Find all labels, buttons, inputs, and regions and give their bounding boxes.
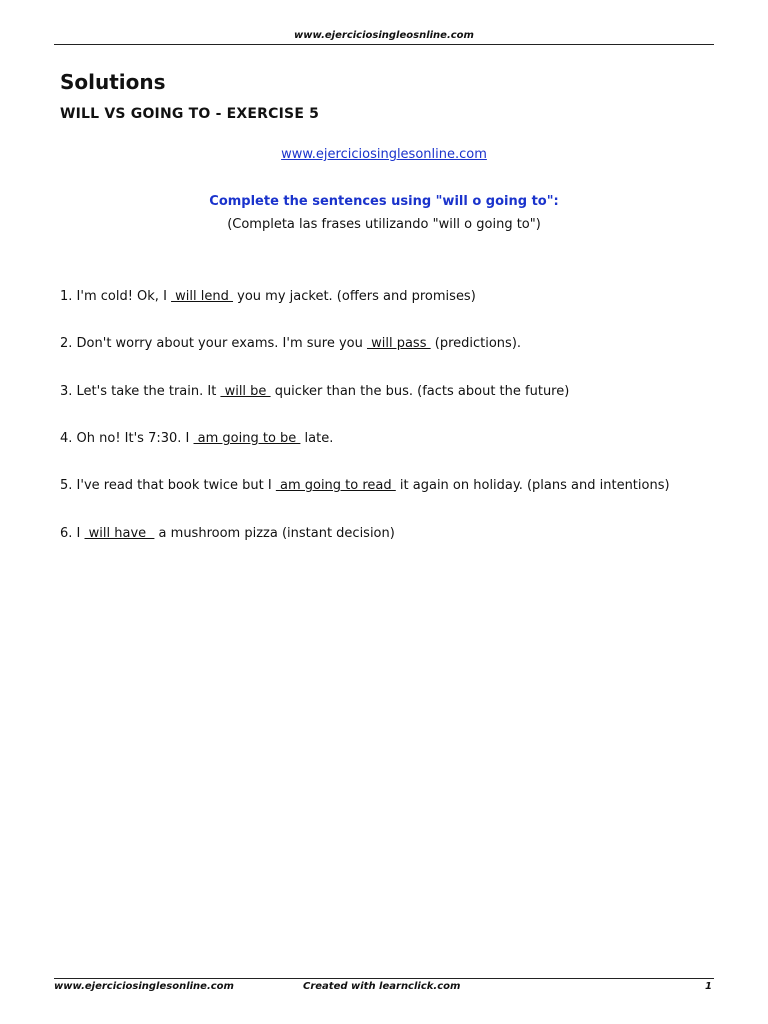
exercise-text-after: you my jacket. (offers and promises): [233, 289, 476, 304]
footer-credit: Created with learnclick.com: [303, 981, 461, 992]
exercise-text-after: a mushroom pizza (instant decision): [154, 526, 395, 541]
exercise-text-before: 4. Oh no! It's 7:30. I: [60, 431, 194, 446]
exercise-answer: will pass: [366, 336, 431, 351]
exercise-text-before: 2. Don't worry about your exams. I'm sure you: [60, 336, 367, 351]
exercise-text-after: quicker than the bus. (facts about the future): [270, 384, 570, 399]
page-title: Solutions: [60, 70, 166, 94]
site-link-container: [0, 147, 768, 162]
exercise-answer: am going to read: [275, 478, 396, 493]
exercise-item-2: [60, 336, 521, 351]
exercise-item-1: [60, 289, 476, 304]
exercise-text-before: 3. Let's take the train. It: [60, 384, 221, 399]
exercise-text-before: 5. I've read that book twice but I: [60, 478, 276, 493]
header-divider: [54, 44, 714, 45]
exercise-item-4: [60, 431, 333, 446]
exercise-answer: will have: [84, 526, 155, 541]
exercise-item-3: [60, 384, 569, 399]
site-link[interactable]: www.ejerciciosinglesonline.com: [281, 147, 487, 162]
exercise-item-5: [60, 478, 670, 493]
footer-site-url: www.ejerciciosinglesonline.com: [54, 981, 234, 992]
exercise-text-after: it again on holiday. (plans and intentions): [395, 478, 670, 493]
exercise-item-6: [60, 526, 395, 541]
exercise-subtitle: WILL VS GOING TO - EXERCISE 5: [60, 106, 320, 122]
page-number: 1: [705, 981, 712, 992]
exercise-answer: will be: [220, 384, 271, 399]
instruction-translation: (Completa las frases utilizando "will o going to"): [227, 217, 541, 232]
exercise-answer: will lend: [171, 289, 234, 304]
exercise-text-before: 6. I: [60, 526, 85, 541]
instruction-text: Complete the sentences using "will o going to":: [209, 194, 559, 209]
exercise-text-before: 1. I'm cold! Ok, I: [60, 289, 172, 304]
header-url: www.ejerciciosingleosnline.com: [294, 30, 474, 41]
footer-divider: [54, 978, 714, 979]
exercise-answer: am going to be: [193, 431, 301, 446]
exercise-text-after: late.: [300, 431, 334, 446]
exercise-text-after: (predictions).: [430, 336, 522, 351]
